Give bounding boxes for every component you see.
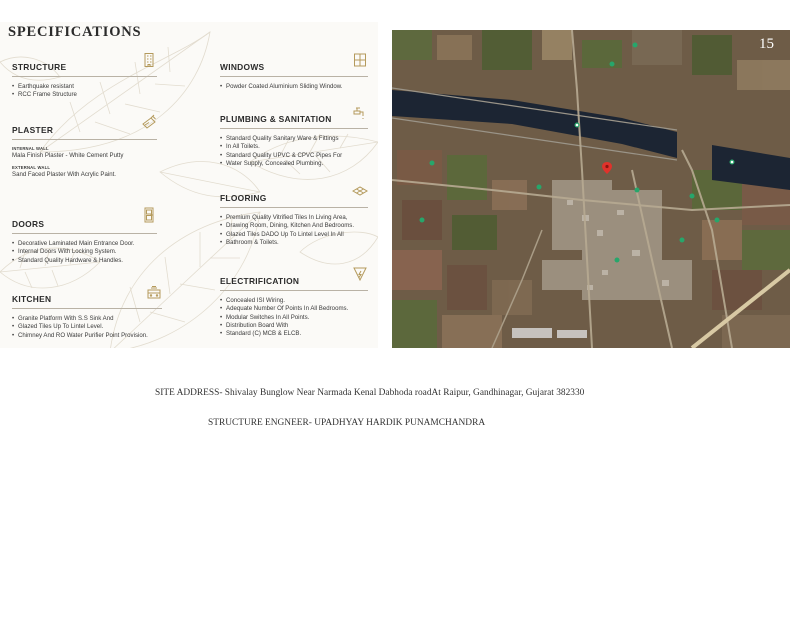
structure-heading: STRUCTURE	[12, 62, 67, 72]
structure-item: • RCC Frame Structure	[12, 91, 157, 99]
doors-section	[12, 219, 157, 265]
plaster-heading: PLASTER	[12, 125, 54, 135]
electrification-divider	[220, 290, 368, 291]
electrification-item: • Distribution Board With	[220, 322, 368, 330]
windows-item: • Powder Coated Aluminium Sliding Window.	[220, 83, 368, 91]
kitchen-section	[12, 294, 162, 340]
satellite-map	[392, 30, 790, 348]
doors-item: • Internal Doors With Locking System.	[12, 248, 157, 256]
plaster-section	[12, 125, 157, 184]
windows-heading: WINDOWS	[220, 62, 265, 72]
external-wall-label: EXTERNAL WALL	[12, 165, 51, 170]
structure-divider	[12, 76, 157, 77]
window-icon	[352, 52, 368, 68]
tiles-icon	[352, 181, 368, 197]
flooring-item: • Drawing Room, Dining, Kitchen And Bedrooms.	[220, 222, 368, 230]
kitchen-item: • Chimney And RO Water Purifier Point Provision.	[12, 332, 162, 340]
location-pin-icon	[602, 162, 612, 174]
trowel-icon	[141, 113, 157, 129]
plumbing-divider	[220, 128, 368, 129]
page-title: SPECIFICATIONS	[8, 24, 142, 40]
structure-section	[12, 62, 157, 100]
electrification-item: • Modular Switches In All Points.	[220, 314, 368, 322]
structure-item: • Earthquake resistant	[12, 83, 157, 91]
stove-icon	[146, 284, 162, 300]
kitchen-item: • Glazed Tiles Up To Lintel Level.	[12, 323, 162, 331]
kitchen-item: • Granite Platform With S.S Sink And	[12, 315, 162, 323]
plumbing-section	[220, 114, 368, 168]
site-address: SITE ADDRESS- Shivalay Bunglow Near Narmada Kenal Dabhoda roadAt Raipur, Gandhinagar, Gujarat 382330	[155, 388, 585, 398]
kitchen-heading: KITCHEN	[12, 294, 52, 304]
satellite-terrain	[392, 30, 790, 348]
door-icon	[141, 207, 157, 223]
flooring-item: • Premium Quality Vitrified Tiles In Living Area,	[220, 214, 368, 222]
specifications-panel	[0, 22, 378, 348]
doors-divider	[12, 233, 157, 234]
structure-engineer: STRUCTURE ENGNEER- UPADHYAY HARDIK PUNAMCHANDRA	[208, 418, 486, 428]
internal-wall-label: INTERNAL WALL	[12, 146, 49, 151]
lightning-icon	[352, 266, 368, 282]
faucet-icon	[352, 104, 368, 120]
doors-item: • Decorative Laminated Main Entrance Door.	[12, 240, 157, 248]
plumbing-item: • Standard Quality Sanitary Ware & Fittings	[220, 135, 368, 143]
electrification-item: • Adequate Number Of Points In All Bedrooms.	[220, 305, 368, 313]
plumbing-item: • In All Toilets.	[220, 143, 368, 151]
flooring-section	[220, 193, 368, 247]
doors-item: • Standard Quality Hardware & Handles.	[12, 257, 157, 265]
flooring-item: • Bathroom & Toilets.	[220, 239, 368, 247]
windows-section	[220, 62, 368, 91]
plumbing-item: • Standard Quality UPVC & CPVC Pipes For	[220, 152, 368, 160]
windows-divider	[220, 76, 368, 77]
electrification-heading: ELECTRIFICATION	[220, 276, 300, 286]
plumbing-item: • Water Supply, Concealed Plumbing.	[220, 160, 368, 168]
flooring-heading: FLOORING	[220, 193, 267, 203]
flooring-divider	[220, 207, 368, 208]
flooring-item: • Glazed Tiles DADO Up To Lintel Level In All	[220, 231, 368, 239]
plumbing-heading: PLUMBING & SANITATION	[220, 114, 332, 124]
kitchen-divider	[12, 308, 162, 309]
electrification-item: • Standard (C) MCB & ELCB.	[220, 330, 368, 338]
electrification-item: • Concealed ISI Wiring.	[220, 297, 368, 305]
doors-heading: DOORS	[12, 219, 45, 229]
page-number: 15	[759, 36, 774, 52]
building-icon	[141, 52, 157, 68]
electrification-section	[220, 276, 368, 338]
plaster-divider	[12, 139, 157, 140]
internal-wall-text: Mala Finish Plaster - White Cement Putty	[12, 152, 124, 159]
external-wall-text: Sand Faced Plaster With Acrylic Paint.	[12, 171, 116, 178]
